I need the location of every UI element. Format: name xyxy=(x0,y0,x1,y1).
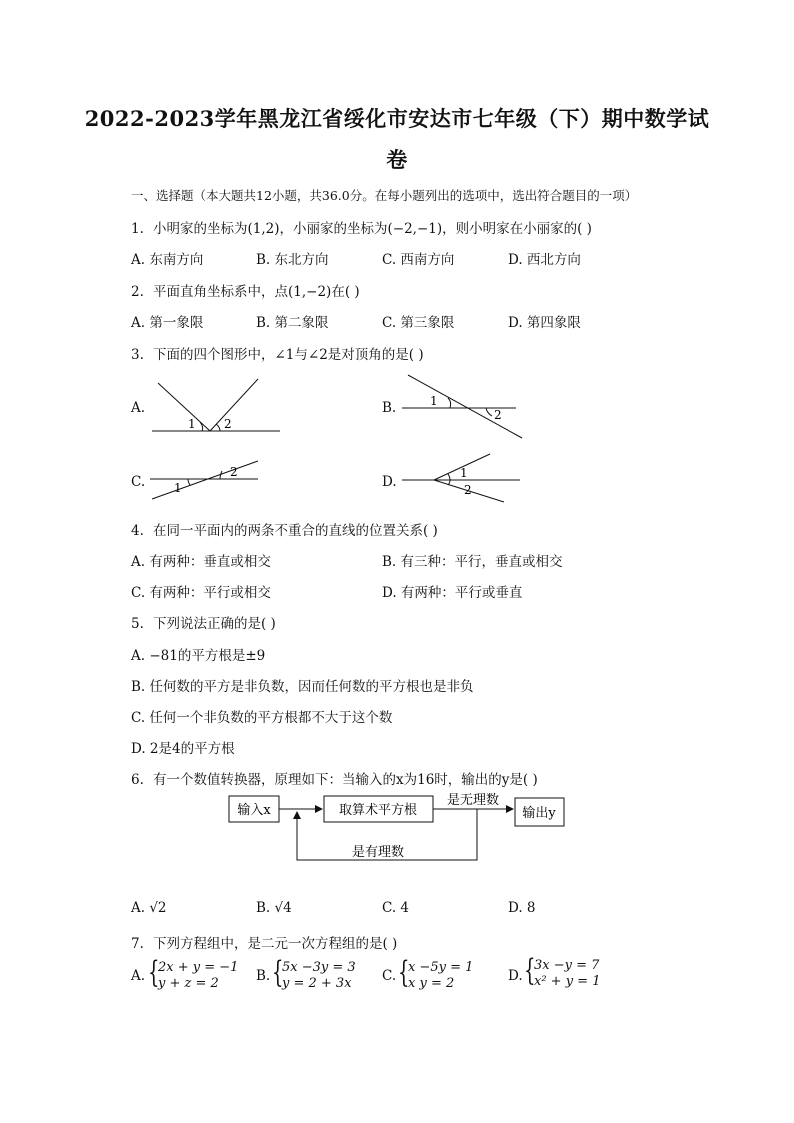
question-number: 2. xyxy=(131,284,144,300)
question-stem: 下面的四个图形中，∠1与∠2是对顶角的是( ) xyxy=(153,347,424,363)
question-4 xyxy=(131,519,438,539)
question-stem: 下列方程组中，是二元一次方程组的是( ) xyxy=(153,936,398,952)
option-d: D. 西北方向 xyxy=(508,252,581,268)
equation-system-a xyxy=(148,955,253,994)
option-c: C. xyxy=(131,474,146,490)
equation-system-c xyxy=(398,955,503,994)
equation-row: 3x −y = 7 xyxy=(534,958,600,973)
option-c: C. 西南方向 xyxy=(382,252,455,268)
option-b: B. xyxy=(256,968,271,984)
page-title: 2022-2023学年黑龙江省绥化市安达市七年级（下）期中数学试 xyxy=(84,106,710,131)
angle-figure-b xyxy=(400,372,530,442)
option-a: A. xyxy=(131,400,146,416)
question-7 xyxy=(131,932,397,952)
equation-system-d xyxy=(524,953,629,994)
question-number: 5. xyxy=(131,616,144,632)
option-a: A. 有两种：垂直或相交 xyxy=(131,554,271,570)
angle-2-label: 2 xyxy=(230,465,238,479)
option-d: D. xyxy=(508,968,523,984)
option-c: C. 有两种：平行或相交 xyxy=(131,585,271,601)
option-c: C. 任何一个非负数的平方根都不大于这个数 xyxy=(131,710,393,726)
question-stem: 在同一平面内的两条不重合的直线的位置关系( ) xyxy=(153,523,438,539)
option-d: D. 8 xyxy=(508,900,536,916)
option-b: B. 东北方向 xyxy=(256,252,329,268)
option-c: C. xyxy=(382,968,397,984)
angle-2-label: 2 xyxy=(464,483,472,497)
question-3 xyxy=(131,343,424,363)
equation-row: 2x + y = −1 xyxy=(158,960,239,975)
equation-row: y = 2 + 3x xyxy=(282,976,352,991)
brace-glyph: { xyxy=(398,955,410,990)
option-a: A. 第一象限 xyxy=(131,315,204,331)
option-d: D. 有两种：平行或垂直 xyxy=(382,585,523,601)
question-number: 6. xyxy=(131,772,144,788)
rational-branch-label: 是有理数 xyxy=(351,845,405,860)
equation-row: x −5y = 1 xyxy=(408,960,474,975)
equation-row: y + z = 2 xyxy=(158,976,219,991)
process-box-label: 取算术平方根 xyxy=(338,803,418,818)
option-d: D. xyxy=(382,474,397,490)
option-b: B. xyxy=(382,400,397,416)
angle-1-label: 1 xyxy=(460,466,468,480)
angle-1-label: 1 xyxy=(430,394,438,408)
question-stem: 平面直角坐标系中，点(1,−2)在( ) xyxy=(153,284,360,300)
brace-glyph: { xyxy=(524,953,536,988)
question-stem: 有一个数值转换器，原理如下：当输入的x为16时，输出的y是( ) xyxy=(153,772,538,788)
irrational-branch-label: 是无理数 xyxy=(446,793,500,808)
option-d: D. 2是4的平方根 xyxy=(131,741,235,757)
angle-figure-a xyxy=(150,375,285,437)
brace-glyph: { xyxy=(272,955,284,990)
section-heading: 一、选择题（本大题共12小题，共36.0分。在每小题列出的选项中，选出符合题目的一项） xyxy=(131,188,638,203)
equation-row: x² + y = 1 xyxy=(534,974,601,989)
question-1 xyxy=(131,217,592,237)
question-5 xyxy=(131,612,276,632)
option-c: C. 4 xyxy=(382,900,410,916)
option-a: A. √2 xyxy=(131,900,167,916)
option-a: A. xyxy=(131,968,146,984)
question-stem: 下列说法正确的是( ) xyxy=(153,616,276,632)
option-b: B. √4 xyxy=(256,900,292,916)
question-stem: 小明家的坐标为(1,2)，小丽家的坐标为(−2,−1)，则小明家在小丽家的( ) xyxy=(153,221,592,237)
option-b: B. 任何数的平方是非负数，因而任何数的平方根也是非负 xyxy=(131,679,474,695)
question-6 xyxy=(131,768,538,788)
brace-glyph: { xyxy=(148,955,160,990)
angle-1-label: 1 xyxy=(188,417,196,431)
option-a: A. −81的平方根是±9 xyxy=(131,648,266,664)
question-number: 3. xyxy=(131,347,144,363)
angle-figure-d xyxy=(400,450,530,505)
page-title-continued: 卷 xyxy=(386,147,408,172)
angle-1-label: 1 xyxy=(174,481,182,495)
angle-2-label: 2 xyxy=(494,408,502,422)
equation-row: x y = 2 xyxy=(408,976,455,991)
question-2 xyxy=(131,280,360,300)
option-b: B. 有三种：平行，垂直或相交 xyxy=(382,554,563,570)
question-number: 7. xyxy=(131,936,144,952)
output-box-label: 输出y xyxy=(522,806,556,821)
option-a: A. 东南方向 xyxy=(131,252,204,268)
question-number: 4. xyxy=(131,523,144,539)
number-converter-flowchart xyxy=(225,790,575,865)
question-number: 1. xyxy=(131,221,144,237)
input-box-label: 输入x xyxy=(237,803,271,818)
angle-2-label: 2 xyxy=(224,417,232,431)
option-b: B. 第二象限 xyxy=(256,315,329,331)
option-d: D. 第四象限 xyxy=(508,315,581,331)
equation-system-b xyxy=(272,955,377,994)
equation-row: 5x −3y = 3 xyxy=(282,960,356,975)
angle-figure-c xyxy=(148,455,263,503)
option-c: C. 第三象限 xyxy=(382,315,455,331)
